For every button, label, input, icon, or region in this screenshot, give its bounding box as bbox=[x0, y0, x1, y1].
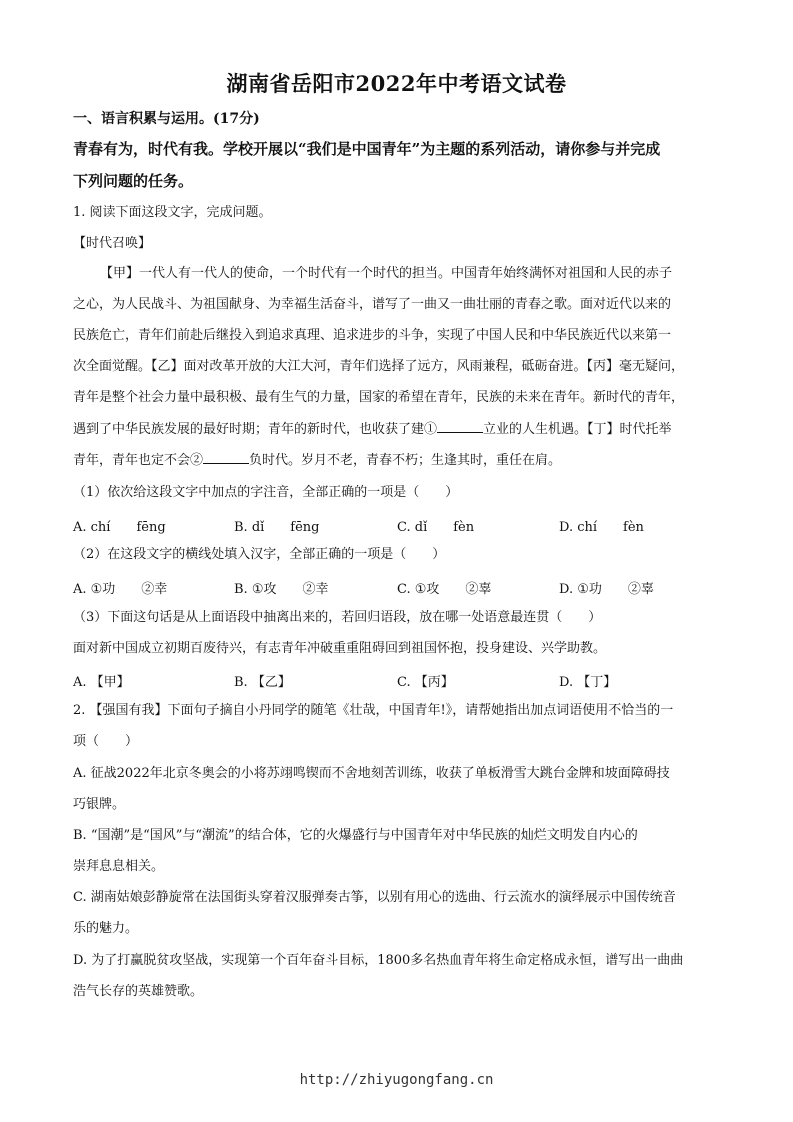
subquestion-2: （2）在这段文字的横线处填入汉字，全部正确的一项是（ ） bbox=[73, 547, 446, 562]
passage-line-6 bbox=[73, 420, 723, 439]
section-heading: 一、语言积累与运用。(17分) bbox=[73, 111, 260, 127]
option-c[interactable]: C. 【丙】 bbox=[397, 675, 454, 690]
passage-line-2: 之心，为人民战斗、为祖国献身、为幸福生活奋斗，谱写了一曲又一曲壮丽的青春之歌。面对近代以来的 bbox=[73, 297, 672, 312]
option-a[interactable]: A. 【甲】 bbox=[73, 675, 130, 690]
footer-url[interactable]: http://zhiyugongfang.cn bbox=[299, 1072, 494, 1088]
passage-line-7-end: 负时代。岁月不老，青春不朽；生逢其时，重任在肩。 bbox=[249, 453, 562, 468]
option-a[interactable]: A. chí fēng bbox=[73, 520, 166, 535]
question-2-stem-line-1: 2. 【强国有我】下面句子摘自小丹同学的随笔《壮哉，中国青年!》，请帮她指出加点词语使用不恰当的一 bbox=[73, 703, 674, 718]
question-2-option-b-line-1[interactable]: B. “国潮”是“国风”与“潮流”的结合体，它的火爆盛行与中国青年对中华民族的灿烂文明发自内心的 bbox=[73, 828, 638, 843]
question-2-stem-line-2: 项（ ） bbox=[73, 734, 139, 749]
passage-tag: 【时代召唤】 bbox=[73, 236, 152, 251]
option-d[interactable]: D. 【丁】 bbox=[559, 675, 617, 690]
option-b[interactable]: B. ①攻 ②幸 bbox=[234, 582, 329, 597]
passage-line-7 bbox=[73, 451, 723, 470]
option-d[interactable]: D. chí fèn bbox=[559, 520, 644, 535]
option-c[interactable]: C. ①攻 ②辜 bbox=[397, 582, 492, 597]
option-b[interactable]: B. 【乙】 bbox=[234, 675, 291, 690]
intro-line-2: 下列问题的任务。 bbox=[73, 172, 194, 190]
question-2-option-a-line-2: 巧银牌。 bbox=[73, 797, 126, 812]
option-c[interactable]: C. dǐ fèn bbox=[397, 520, 475, 535]
fill-blank-2 bbox=[203, 451, 249, 464]
intro-line-1: 青春有为，时代有我。学校开展以“我们是中国青年”为主题的系列活动，请你参与并完成 bbox=[73, 140, 661, 158]
option-a[interactable]: A. ①功 ②幸 bbox=[73, 582, 168, 597]
question-2-option-c-line-2: 乐的魅力。 bbox=[73, 921, 139, 936]
subquestion-3: （3）下面这句话是从上面语段中抽离出来的，若回归语段，放在哪一处语意最连贯（ ） bbox=[73, 610, 602, 625]
subquestion-3-sentence: 面对新中国成立初期百废待兴，有志青年冲破重重阻碍回到祖国怀抱，投身建设、兴学助教。 bbox=[73, 641, 607, 656]
question-2-option-c-line-1[interactable]: C. 湖南姑娘彭静旋常在法国街头穿着汉服弹奏古筝，以别有用心的选曲、行云流水的演绎展示中国传统音 bbox=[73, 890, 676, 905]
page-title: 湖南省岳阳市2022年中考语文试卷 bbox=[226, 71, 567, 96]
question-2-option-b-line-2: 崇拜息息相关。 bbox=[73, 859, 165, 874]
passage-line-7-start: 青年，青年也定不会② bbox=[73, 453, 204, 468]
question-2-option-d-line-1[interactable]: D. 为了打赢脱贫攻坚战，实现第一个百年奋斗目标，1800多名热血青年将生命定格成永恒，谱写出一曲曲 bbox=[73, 953, 684, 968]
question-2-option-d-line-2: 浩气长存的英雄赞歌。 bbox=[73, 984, 204, 999]
question-2-option-a-line-1[interactable]: A. 征战2022年北京冬奥会的小将苏翊鸣锲而不舍地刻苦训练，收获了单板滑雪大跳台金牌和坡面障碍技 bbox=[73, 766, 670, 781]
fill-blank-1 bbox=[437, 420, 483, 433]
subquestion-1: （1）依次给这段文字中加点的字注音，全部正确的一项是（ ） bbox=[73, 485, 459, 500]
option-d[interactable]: D. ①功 ②辜 bbox=[559, 582, 654, 597]
question-1-stem: 1. 阅读下面这段文字，完成问题。 bbox=[73, 205, 272, 220]
passage-line-6-end: 立业的人生机遇。【丁】时代托举 bbox=[483, 422, 672, 437]
passage-line-4: 次全面觉醒。【乙】面对改革开放的大江大河，青年们选择了远方，风雨兼程，砥砺奋进。【丙】毫无疑问， bbox=[73, 359, 685, 374]
option-b[interactable]: B. dǐ fēng bbox=[234, 520, 320, 535]
passage-line-6-start: 遇到了中华民族发展的最好时期；青年的新时代，也收获了建① bbox=[73, 422, 438, 437]
passage-line-3: 民族危亡，青年们前赴后继投入到追求真理、追求进步的斗争，实现了中国人民和中华民族近代以来第一 bbox=[73, 328, 672, 343]
passage-line-5: 青年是整个社会力量中最积极、最有生气的力量，国家的希望在青年，民族的未来在青年。新时代的青年， bbox=[73, 390, 685, 405]
passage-line-1: 【甲】一代人有一代人的使命，一个时代有一个时代的担当。中国青年始终满怀对祖国和人民的赤子 bbox=[100, 266, 673, 281]
